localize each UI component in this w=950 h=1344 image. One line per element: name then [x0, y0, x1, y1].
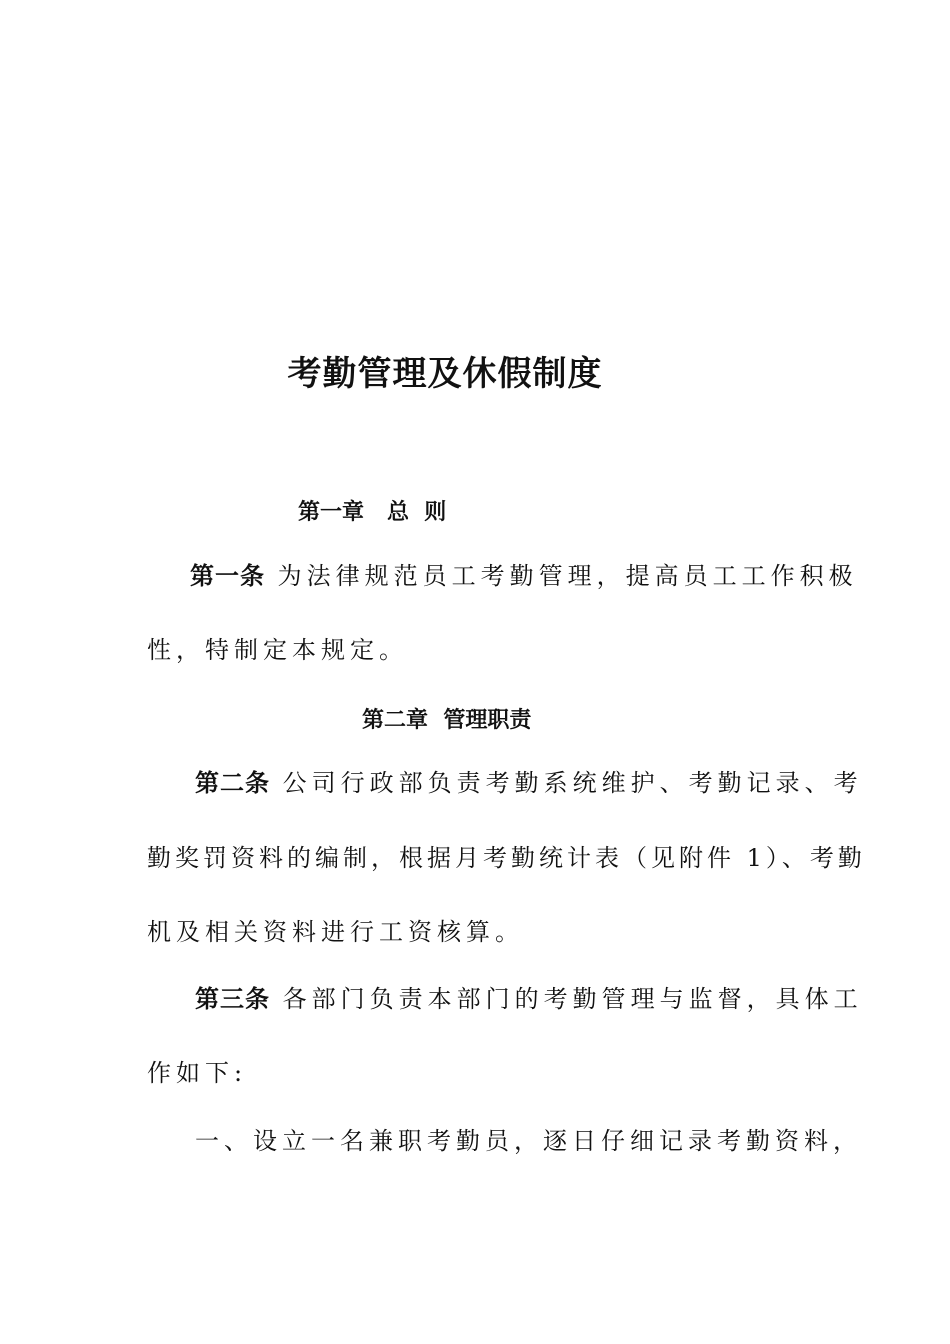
article-1-label: 第一条: [190, 562, 265, 590]
article-2-label: 第二条: [195, 769, 270, 797]
article-1-line-2: 性，特制定本规定。: [147, 636, 408, 664]
chapter-1-heading: 第一章 总 则: [298, 500, 447, 525]
article-2-line-1: [195, 768, 863, 798]
article-2-line-3: 机及相关资料进行工资核算。: [147, 918, 524, 946]
article-2-line-2: 勤奖罚资料的编制，根据月考勤统计表（见附件 1）、考勤: [147, 844, 866, 872]
document-title: 考勤管理及休假制度: [287, 354, 603, 394]
list-item-1: 一、设立一名兼职考勤员，逐日仔细记录考勤资料，: [195, 1127, 862, 1155]
article-3-label: 第三条: [195, 985, 270, 1013]
article-3-text-1: 各部门负责本部门的考勤管理与监督，具体工: [282, 985, 863, 1013]
article-2-text-1: 公司行政部负责考勤系统维护、考勤记录、考: [282, 769, 863, 797]
article-3-line-1: [195, 984, 863, 1014]
chapter-2-heading: 第二章 管理职责: [362, 708, 532, 733]
article-1-line-1: [190, 561, 858, 591]
article-3-line-2: 作如下:: [147, 1059, 248, 1087]
article-1-text-1: 为法律规范员工考勤管理，提高员工工作积极: [277, 562, 858, 590]
